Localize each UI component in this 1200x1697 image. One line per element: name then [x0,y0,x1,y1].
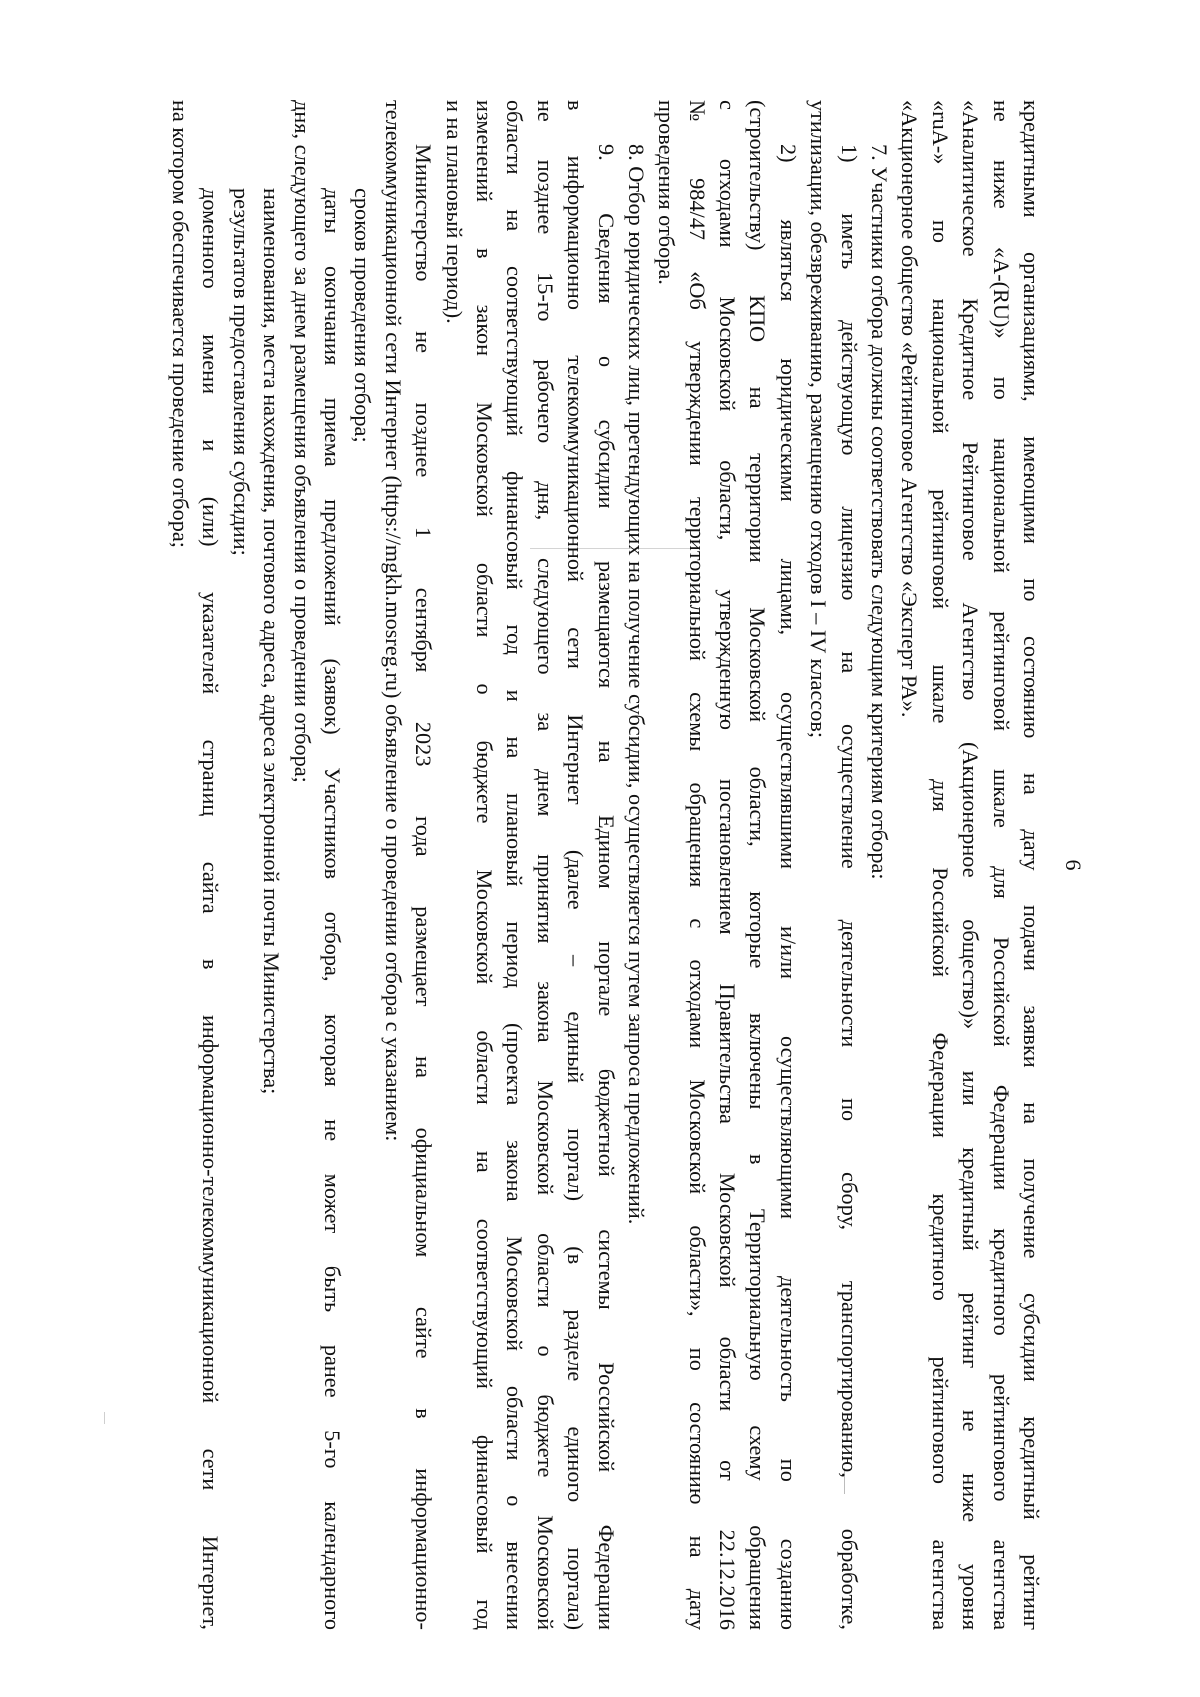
text-line: даты окончания приема предложений (заявок) Участников отбора, которая не может быть ранее 5-го календарного [320,188,346,1630]
text-line: утилизации, обезвреживанию, размещению отходов I – IV классов; [806,100,832,739]
text-line: не ниже «A-(RU)» по национальной рейтинговой шкале для Российской Федерации кредитного рейтингового агентства [988,100,1014,1630]
text-line: 8. Отбор юридических лиц, претендующих на получение субсидии, осуществляется путем запроса предложений. [623,144,649,1225]
text-line: проведения отбора. [654,100,680,285]
text-line: области на соответствующий финансовый год и на плановый период (проекта закона Московской области о внесении [502,100,528,1630]
text-line: «Акционерное общество «Рейтинговое Агентство «Эксперт РА». [897,100,923,718]
page-number: 6 [1061,859,1086,871]
text-line: (строительству) КПО на территории Московской области, которые включены в Территориальную схему обращения [745,100,771,1630]
text-line: кредитными организациями, имеющими по состоянию на дату подачи заявки на получение субсидии кредитный рейтинг [1019,100,1044,1630]
text-line: Министерство не позднее 1 сентября 2023 года размещает на официальном сайте в информационно- [411,144,437,1630]
text-line: результатов предоставления субсидии; [228,188,254,556]
text-line: 2) являться юридическими лицами, осуществлявшими и/или осуществляющими деятельность по созданию [775,144,801,1630]
text-line: не позднее 15-го рабочего дня, следующего за днем принятия закона Московской области о бюджете Московской [532,100,558,1630]
text-line: сроков проведения отбора; [350,188,376,443]
text-line: с отходами Московской области, утвержденную постановлением Правительства Московской области от 22.12.2016 [715,100,741,1630]
document-body [165,100,1046,1630]
text-line: № 984/47 «Об утверждении территориальной схемы обращения с отходами Московской области», по состоянию на дату [684,100,710,1630]
text-line: 9. Сведения о субсидии размещаются на Едином портале бюджетной системы Российской Федерации [593,144,619,1630]
text-line: доменного имени и (или) указателей страниц сайта в информационно-телекоммуникационной сети Интернет, [198,188,224,1630]
rotated-document-page [90,100,1090,1630]
text-line: и на плановый период). [441,100,467,324]
text-line: «ruA-» по национальной рейтинговой шкале для Российской Федерации кредитного рейтингового агентства [927,100,953,1630]
text-line: «Аналитическое Кредитное Рейтинговое Агентство (Акционерное общество)» или кредитный рейтинг не ниже уровня [958,100,984,1630]
text-line: в информационно телекоммуникационной сети Интернет (далее – единый портал) (в разделе единого портала) [563,100,589,1630]
text-line: 7. Участники отбора должны соответствовать следующим критериям отбора: [867,144,893,880]
text-line: на котором обеспечивается проведение отбора; [168,100,194,548]
text-line: изменений в закон Московской области о бюджете Московской области на соответствующий финансовый год [471,100,497,1630]
text-line: дня, следующего за днем размещения объявления о проведении отбора; [289,100,315,783]
text-line: телекоммуникационной сети Интернет (https://mgkh.mosreg.ru) объявление о проведении отбора с указанием: [380,100,406,1142]
text-line: наименования, места нахождения, почтового адреса, адреса электронной почты Министерства; [259,188,285,1095]
text-line: 1) иметь действующую лицензию на осуществление деятельности по сбору, транспортированию, обработке, [836,144,862,1630]
